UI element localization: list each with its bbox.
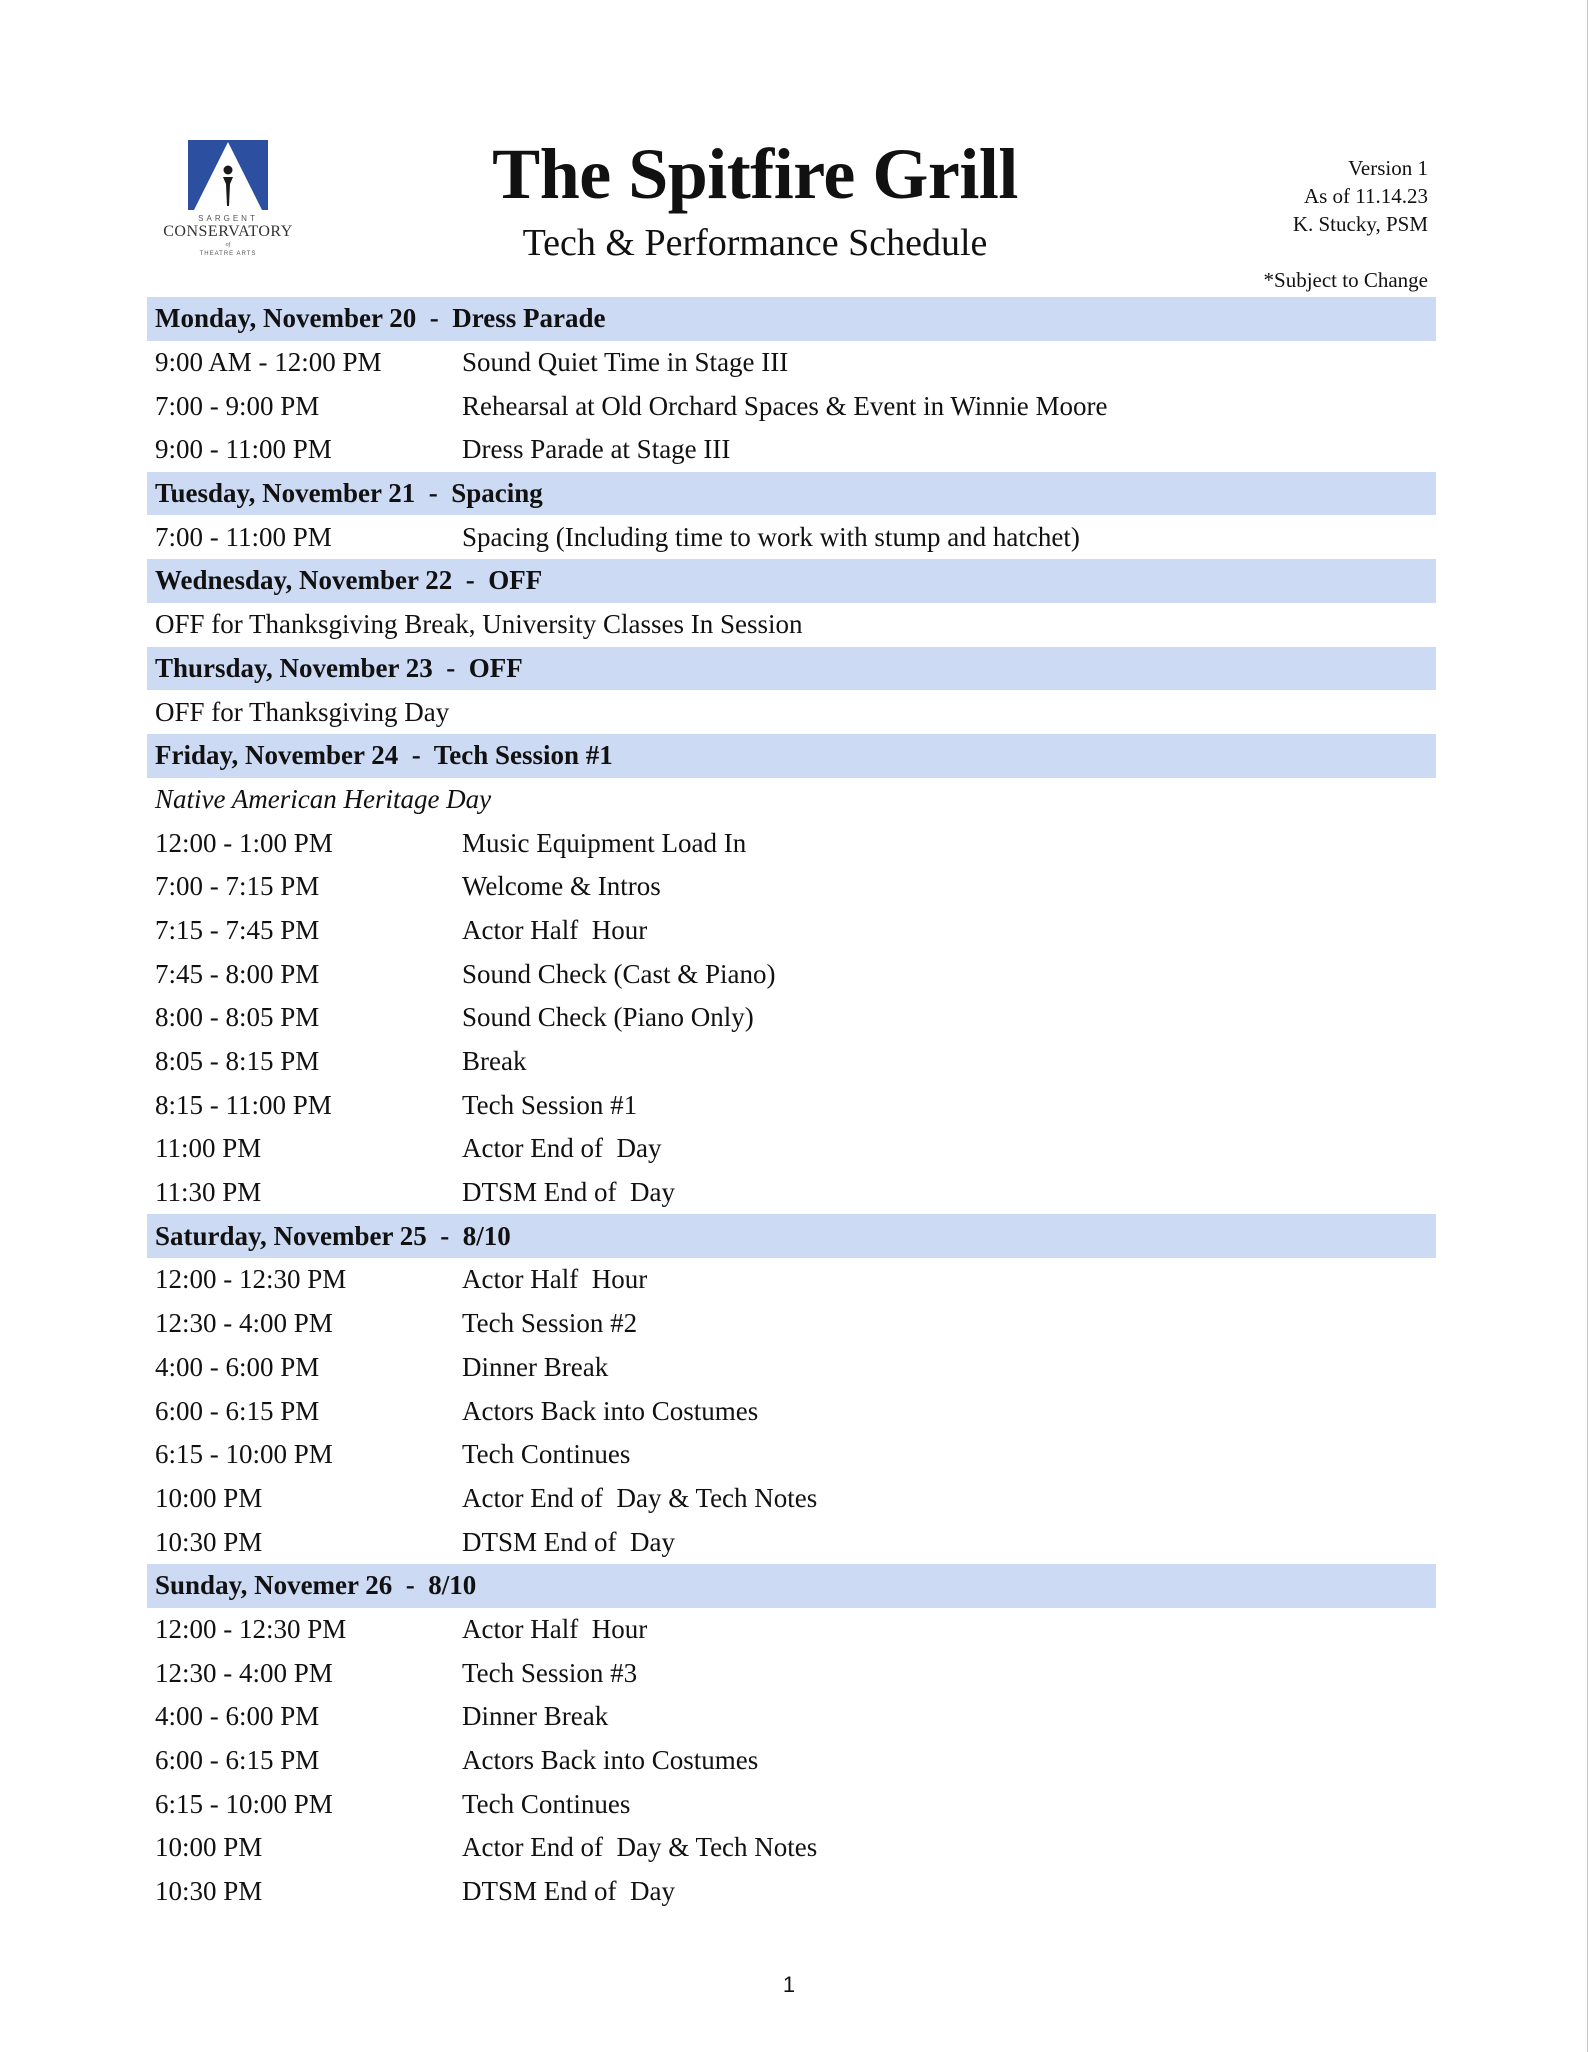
day-note (147, 778, 1436, 822)
event-description: Dinner Break (462, 1701, 609, 1732)
logo-of-text: of (225, 242, 231, 248)
day-header (147, 472, 1436, 516)
event-description: Sound Check (Piano Only) (462, 1002, 754, 1033)
schedule-row (147, 1608, 1436, 1652)
day-note (147, 690, 1436, 734)
schedule-row (147, 1040, 1436, 1084)
event-description: DTSM End of Day (462, 1526, 675, 1557)
event-description: Actor Half Hour (462, 1264, 648, 1295)
day-header-label: Monday, November 20 - Dress Parade (155, 303, 606, 334)
schedule-row (147, 1870, 1436, 1914)
day-note (147, 603, 1436, 647)
schedule-row (147, 1651, 1436, 1695)
event-description: Rehearsal at Old Orchard Spaces & Event in Winnie Moore (462, 390, 1108, 421)
event-description: Break (462, 1046, 527, 1077)
event-time: 12:30 - 4:00 PM (155, 1308, 333, 1339)
event-time: 9:00 - 11:00 PM (155, 434, 332, 465)
page-number: 1 (782, 1972, 796, 1997)
logo-bottom-text: THEATRE ARTS (199, 251, 257, 257)
event-time: 10:30 PM (155, 1876, 263, 1907)
schedule-row (147, 1083, 1436, 1127)
schedule-row (147, 1520, 1436, 1564)
event-time: 8:15 - 11:00 PM (155, 1089, 332, 1120)
page-subtitle: Tech & Performance Schedule (522, 222, 988, 264)
event-description: DTSM End of Day (462, 1876, 675, 1907)
event-description: Tech Session #2 (462, 1308, 638, 1339)
schedule-row (147, 1389, 1436, 1433)
event-time: 10:30 PM (155, 1526, 263, 1557)
day-header-label: Tuesday, November 21 - Spacing (155, 478, 543, 509)
schedule-row (147, 341, 1436, 385)
event-time: 11:00 PM (155, 1133, 262, 1164)
schedule-row (147, 1782, 1436, 1826)
event-description: Tech Session #3 (462, 1657, 638, 1688)
day-header (147, 1564, 1436, 1608)
schedule-row (147, 952, 1436, 996)
schedule-table (147, 297, 1436, 1913)
event-description: Actor End of Day & Tech Notes (462, 1832, 818, 1863)
event-time: 8:00 - 8:05 PM (155, 1002, 320, 1033)
schedule-row (147, 428, 1436, 472)
day-header-label: Wednesday, November 22 - OFF (155, 565, 543, 596)
schedule-row (147, 1433, 1436, 1477)
event-time: 4:00 - 6:00 PM (155, 1701, 320, 1732)
schedule-row (147, 821, 1436, 865)
event-time: 8:05 - 8:15 PM (155, 1046, 320, 1077)
day-header (147, 734, 1436, 778)
event-time: 12:00 - 1:00 PM (155, 827, 333, 858)
logo-main-text: CONSERVATORY (163, 223, 293, 240)
event-time: 6:15 - 10:00 PM (155, 1439, 333, 1470)
day-note-text: OFF for Thanksgiving Day (155, 696, 450, 727)
schedule-row (147, 1127, 1436, 1171)
schedule-row (147, 1477, 1436, 1521)
event-description: Tech Continues (462, 1788, 631, 1819)
schedule-row (147, 1171, 1436, 1215)
schedule-row (147, 1695, 1436, 1739)
event-time: 12:00 - 12:30 PM (155, 1264, 347, 1295)
event-time: 9:00 AM - 12:00 PM (155, 347, 382, 378)
event-time: 7:00 - 7:15 PM (155, 871, 320, 902)
day-header (147, 297, 1436, 341)
version-label: Version 1 (1348, 156, 1428, 180)
schedule-row (147, 1258, 1436, 1302)
page-title: The Spitfire Grill (492, 134, 1018, 214)
event-time: 10:00 PM (155, 1832, 263, 1863)
event-time: 10:00 PM (155, 1482, 263, 1513)
event-description: Dress Parade at Stage III (462, 434, 731, 465)
event-time: 7:00 - 9:00 PM (155, 390, 320, 421)
day-header (147, 1214, 1436, 1258)
event-description: Tech Continues (462, 1439, 631, 1470)
event-time: 6:15 - 10:00 PM (155, 1788, 333, 1819)
event-description: Sound Check (Cast & Piano) (462, 958, 776, 989)
day-header-label: Friday, November 24 - Tech Session #1 (155, 740, 613, 771)
event-time: 6:00 - 6:15 PM (155, 1395, 320, 1426)
schedule-row (147, 1302, 1436, 1346)
schedule-row (147, 996, 1436, 1040)
event-description: Actor End of Day (462, 1133, 662, 1164)
event-description: Dinner Break (462, 1351, 609, 1382)
day-header-label: Sunday, Novemer 26 - 8/10 (155, 1570, 477, 1601)
schedule-row (147, 384, 1436, 428)
event-description: Spacing (Including time to work with stump and hatchet) (462, 521, 1080, 552)
schedule-row (147, 1826, 1436, 1870)
subject-to-change-note: *Subject to Change (1263, 268, 1428, 292)
event-description: DTSM End of Day (462, 1177, 675, 1208)
event-time: 12:30 - 4:00 PM (155, 1657, 333, 1688)
event-description: Tech Session #1 (462, 1089, 638, 1120)
logo-top-text: SARGENT (198, 214, 258, 223)
day-note-text: OFF for Thanksgiving Break, University Classes In Session (155, 609, 803, 640)
as-of-date: As of 11.14.23 (1303, 184, 1428, 208)
event-time: 4:00 - 6:00 PM (155, 1351, 320, 1382)
event-time: 7:45 - 8:00 PM (155, 958, 320, 989)
event-description: Actors Back into Costumes (462, 1395, 759, 1426)
event-description: Actor Half Hour (462, 914, 648, 945)
event-description: Music Equipment Load In (462, 827, 747, 858)
day-header (147, 647, 1436, 691)
event-description: Actor End of Day & Tech Notes (462, 1482, 818, 1513)
event-time: 7:15 - 7:45 PM (155, 914, 320, 945)
schedule-row (147, 865, 1436, 909)
day-header-label: Saturday, November 25 - 8/10 (155, 1220, 511, 1251)
schedule-row (147, 1739, 1436, 1783)
version-info (1293, 154, 1428, 238)
day-note-text: Native American Heritage Day (155, 783, 492, 814)
event-time: 6:00 - 6:15 PM (155, 1745, 320, 1776)
event-description: Welcome & Intros (462, 871, 661, 902)
event-time: 12:00 - 12:30 PM (155, 1613, 347, 1644)
event-description: Actor Half Hour (462, 1613, 648, 1644)
schedule-row (147, 909, 1436, 953)
day-header-label: Thursday, November 23 - OFF (155, 652, 523, 683)
day-header (147, 559, 1436, 603)
event-description: Sound Quiet Time in Stage III (462, 347, 789, 378)
schedule-row (147, 1346, 1436, 1390)
event-time: 7:00 - 11:00 PM (155, 521, 332, 552)
event-time: 11:30 PM (155, 1177, 262, 1208)
author-name: K. Stucky, PSM (1292, 212, 1428, 236)
event-description: Actors Back into Costumes (462, 1745, 759, 1776)
schedule-row (147, 515, 1436, 559)
